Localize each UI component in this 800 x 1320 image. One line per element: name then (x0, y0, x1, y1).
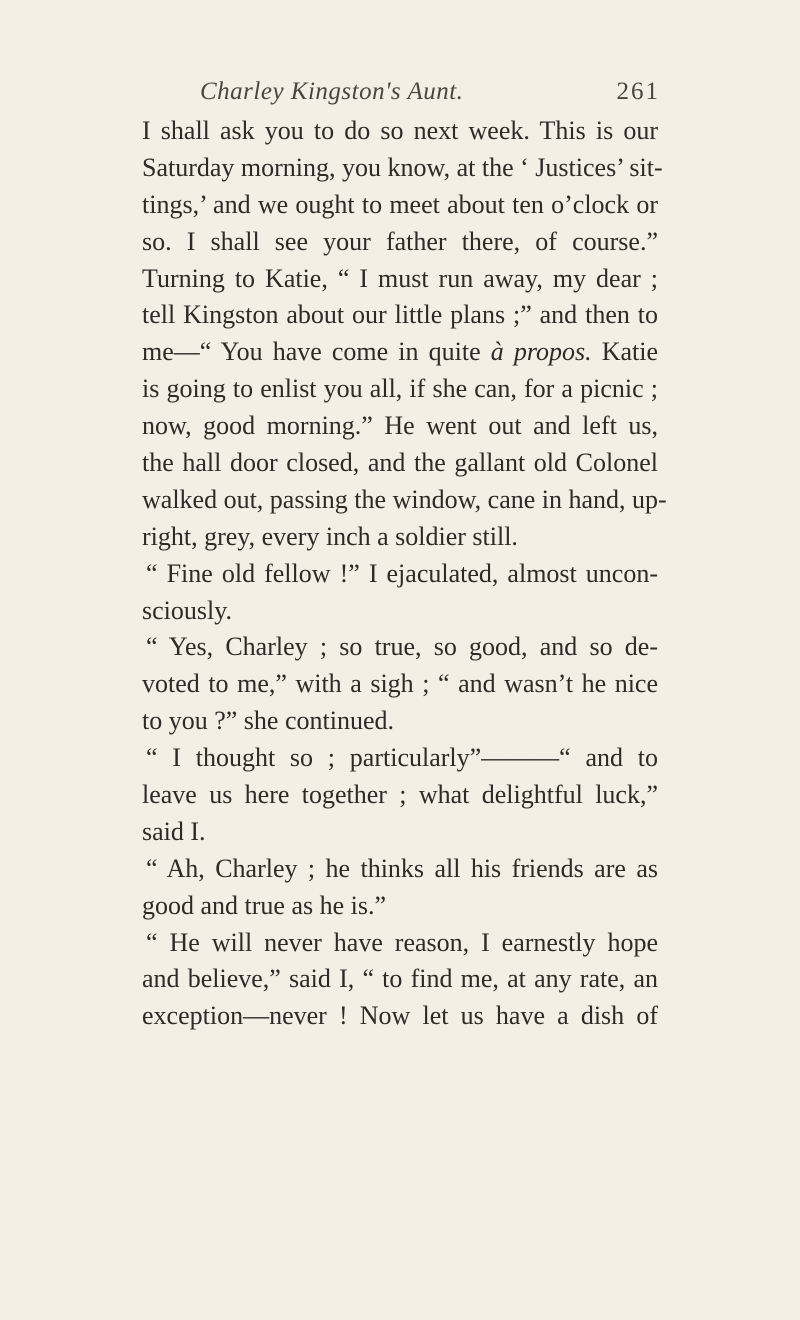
text-line-17: to you ?” she continued. (142, 706, 394, 736)
body-text (142, 113, 667, 1035)
running-head (140, 74, 660, 114)
text-line-13: “ Fine old fellow !” I ejaculated, almost uncon- (146, 558, 658, 588)
text-line-24: and believe,” said I, “ to find me, at any rate, an (142, 964, 658, 994)
text-line-20: said I. (142, 816, 206, 846)
text-line-10: the hall door closed, and the gallant old Colonel (142, 448, 658, 478)
text-line-14: sciously. (142, 595, 233, 625)
text-line-8: is going to enlist you all, if she can, for a picnic ; (142, 374, 658, 404)
text-line-1: I shall ask you to do so next week. This is our (142, 116, 658, 145)
text-line-4: so. I shall see your father there, of course.” (142, 226, 658, 256)
text-line-6: tell Kingston about our little plans ;” and then to (142, 300, 658, 330)
text-line-3: tings,’ and we ought to meet about ten o’clock or (142, 189, 658, 219)
text-line-12: right, grey, every inch a soldier still. (142, 521, 518, 551)
text-line-7-tail: Katie (601, 337, 659, 367)
text-line-23: “ He will never have reason, I earnestly hope (146, 927, 658, 957)
running-title: Charley Kingston's Aunt. (200, 78, 464, 105)
text-line-7-head: me—“ You have come in quite (142, 337, 481, 367)
text-line-21: “ Ah, Charley ; he thinks all his friends are as (146, 853, 658, 883)
text-line-7 (142, 334, 658, 371)
text-line-18: “ I thought so ; particularly”———“ and to (146, 743, 658, 773)
text-line-9: now, good morning.” He went out and left us, (142, 411, 658, 441)
text-line-16: voted to me,” with a sigh ; “ and wasn’t he nice (142, 669, 658, 699)
text-line-22: good and true as he is.” (142, 890, 387, 920)
text-line-19: leave us here together ; what delightful luck,” (142, 780, 658, 810)
text-line-11: walked out, passing the window, cane in hand, up- (142, 484, 667, 514)
text-line-2: Saturday morning, you know, at the ‘ Justices’ sit- (142, 152, 663, 182)
italic-phrase: à propos. (490, 337, 592, 367)
text-line-5: Turning to Katie, “ I must run away, my dear ; (142, 263, 658, 293)
text-line-15: “ Yes, Charley ; so true, so good, and so de- (146, 632, 658, 662)
page-number: 261 (616, 78, 660, 105)
text-line-25: exception—never ! Now let us have a dish of (142, 1001, 658, 1031)
